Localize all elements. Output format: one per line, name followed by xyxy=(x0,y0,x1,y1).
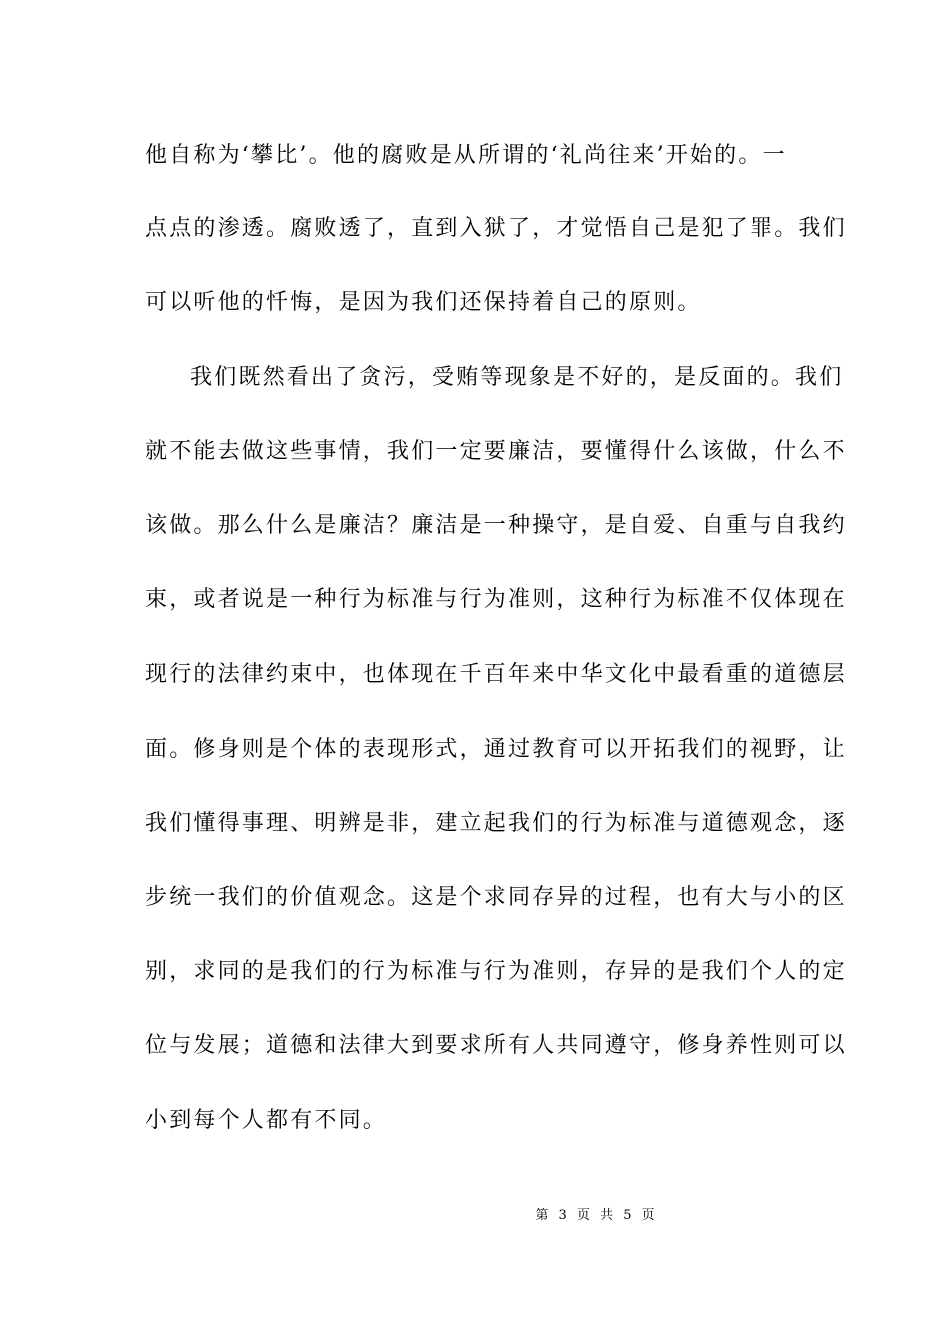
text-line: 他自称为‘攀比’。他的腐败是从所谓的‘礼尚往来’开始的。一 xyxy=(145,143,787,168)
page-number-label: 第 3 页 共 5 页 xyxy=(535,1208,655,1223)
text-line: 该做。那么什么是廉洁？廉洁是一种操守，是自爱、自重与自我约 xyxy=(145,513,847,538)
text-line: 就不能去做这些事情，我们一定要廉洁，要懂得什么该做，什么不 xyxy=(145,439,847,464)
page-footer xyxy=(0,1206,950,1226)
paragraph-first-line: 我们既然看出了贪污，受贿等现象是不好的，是反面的。我们 xyxy=(190,365,844,390)
text-line: 步统一我们的价值观念。这是个求同存异的过程，也有大与小的区 xyxy=(145,885,847,910)
text-line: 别，求同的是我们的行为标准与行为准则，存异的是我们个人的定 xyxy=(145,959,847,984)
text-line: 点点的渗透。腐败透了，直到入狱了，才觉悟自己是犯了罪。我们 xyxy=(145,216,847,241)
text-line: 我们懂得事理、明辨是非，建立起我们的行为标准与道德观念，逐 xyxy=(145,811,847,836)
text-line: 位与发展；道德和法律大到要求所有人共同遵守，修身养性则可以 xyxy=(145,1033,847,1058)
text-line: 现行的法律约束中，也体现在千百年来中华文化中最看重的道德层 xyxy=(145,662,847,687)
text-line: 小到每个人都有不同。 xyxy=(145,1108,388,1133)
text-line: 面。修身则是个体的表现形式，通过教育可以开拓我们的视野，让 xyxy=(145,737,847,762)
text-line: 束，或者说是一种行为标准与行为准则，这种行为标准不仅体现在 xyxy=(145,587,847,612)
text-line: 可以听他的忏悔，是因为我们还保持着自己的原则。 xyxy=(145,290,702,315)
